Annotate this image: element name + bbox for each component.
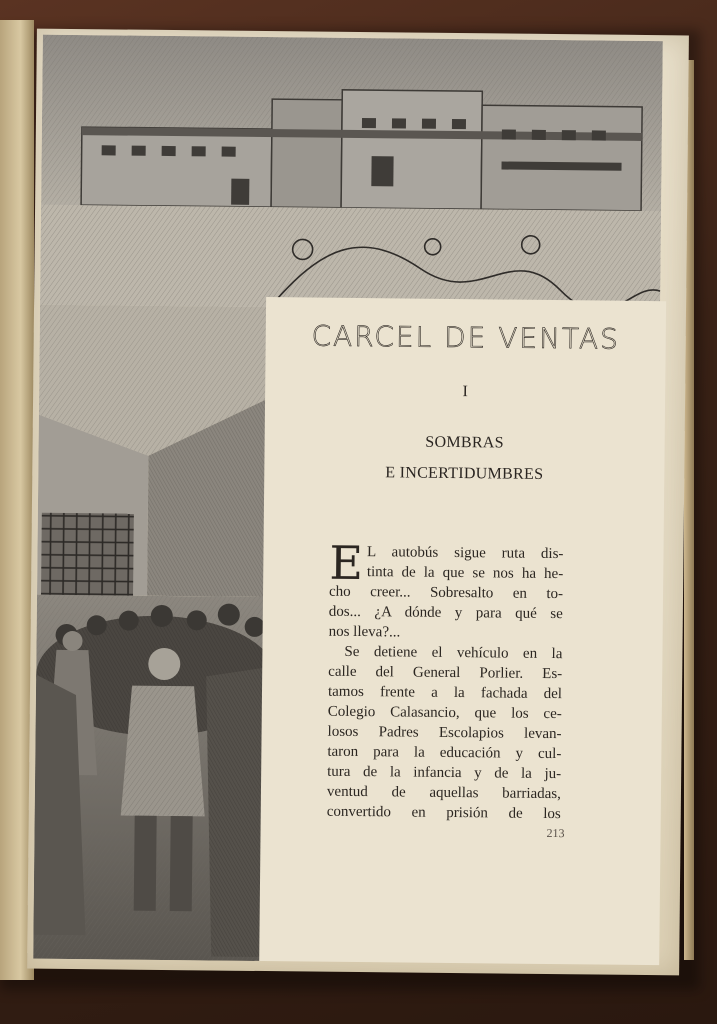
text-line: cho creer... Sobresalto en to- — [328, 583, 564, 603]
book-page — [27, 29, 689, 976]
paragraph-2 — [327, 642, 563, 824]
drop-cap: E — [329, 535, 364, 591]
text-line: calle del General Porlier. Es- — [328, 663, 563, 683]
chapter-number: I — [462, 383, 468, 401]
text-line: Colegio Calasancio, que los ce- — [327, 703, 562, 723]
section-title-line-2: E INCERTIDUMBRES — [385, 464, 544, 483]
page-number: 213 — [546, 825, 565, 841]
text-line: nos lleva?... — [328, 623, 401, 641]
text-line: convertido en prisión de los — [326, 803, 561, 823]
section-title — [264, 425, 665, 491]
text-line: dos... ¿A dónde y para qué se — [328, 603, 563, 623]
text-line: tinta de la que se nos ha he- — [366, 564, 564, 583]
body-text — [326, 535, 564, 824]
text-line: L autobús sigue ruta dis- — [366, 544, 564, 563]
section-title-line-1: SOMBRAS — [425, 433, 504, 452]
text-line: tamos frente a la fachada del — [327, 683, 563, 703]
paragraph-1 — [328, 535, 564, 644]
chapter-title: CARCEL DE VENTAS — [311, 319, 621, 356]
text-line: tura de la infancia y de la ju- — [327, 763, 562, 783]
crowd-icon — [33, 602, 277, 957]
text-line: Se detiene el vehículo en la — [344, 643, 563, 663]
text-panel — [259, 297, 666, 965]
text-line: losos Padres Escolapios levan- — [327, 723, 562, 743]
text-line: taron para la educación y cul- — [327, 743, 562, 763]
text-line: ventud de aquellas barriadas, — [326, 783, 562, 803]
